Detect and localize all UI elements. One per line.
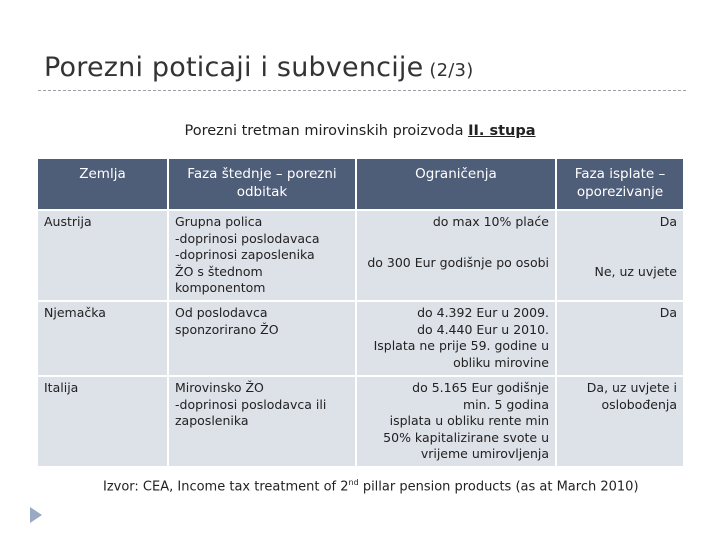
header-savings: Faza štednje – porezni odbitak xyxy=(168,159,356,210)
cell-line: zaposlenika xyxy=(175,413,249,428)
cell-line: min. 5 godina xyxy=(462,396,549,412)
header-limits: Ograničenja xyxy=(356,159,556,210)
cell-line: Mirovinsko ŽO xyxy=(175,380,264,395)
source-note xyxy=(103,478,639,494)
cell-spacer xyxy=(363,231,549,255)
cell-line: obliku mirovine xyxy=(453,354,549,370)
cell-line: do 4.440 Eur u 2010. xyxy=(417,321,549,337)
cell-line: do 4.392 Eur u 2009. xyxy=(417,305,549,320)
cell-line: sponzorirano ŽO xyxy=(175,321,279,337)
cell-line: -doprinosi zaposlenika xyxy=(175,247,315,262)
table-row-germany xyxy=(38,301,683,376)
cell-line: -doprinosi poslodavaca xyxy=(175,230,320,246)
cell-savings xyxy=(168,210,356,301)
cell-limits xyxy=(356,301,556,376)
cell-line: do 300 Eur godišnje po osobi xyxy=(367,254,549,270)
table-row-italy xyxy=(38,376,683,466)
source-text-end: pillar pension products (as at March 2010) xyxy=(358,479,639,495)
header-country: Zemlja xyxy=(38,159,168,210)
table-caption-emphasis: II. stupa xyxy=(468,123,536,139)
cell-country: Njemačka xyxy=(38,301,168,376)
tax-treatment-table xyxy=(38,159,683,466)
cell-payout xyxy=(556,210,683,301)
cell-line: do 5.165 Eur godišnje xyxy=(412,380,549,395)
title-divider xyxy=(38,90,686,91)
cell-limits xyxy=(356,210,556,301)
header-payout: Faza isplate – oporezivanje xyxy=(556,159,683,210)
cell-line: oslobođenja xyxy=(601,396,677,412)
cell-spacer xyxy=(563,231,677,264)
cell-savings xyxy=(168,376,356,466)
table-header-row xyxy=(38,159,683,210)
source-text: Izvor: CEA, Income tax treatment of 2 xyxy=(103,479,349,495)
cell-country: Italija xyxy=(38,376,168,466)
cell-line: do max 10% plaće xyxy=(432,214,549,229)
cell-line: Od poslodavca xyxy=(175,305,268,320)
slide-title-text: Porezni poticaji i subvencije xyxy=(44,52,424,83)
triangle-right-icon[interactable] xyxy=(30,507,42,523)
table-row-austria xyxy=(38,210,683,301)
cell-line: -doprinosi poslodavca ili xyxy=(175,396,327,412)
cell-payout xyxy=(556,376,683,466)
cell-line: vrijeme umirovljenja xyxy=(420,446,549,461)
cell-line: Da xyxy=(659,214,677,229)
cell-savings xyxy=(168,301,356,376)
cell-line: 50% kapitalizirane svote u xyxy=(383,429,549,445)
cell-line: Grupna polica xyxy=(175,214,263,229)
cell-line: Ne, uz uvjete xyxy=(594,263,677,279)
cell-payout: Da xyxy=(556,301,683,376)
cell-line: Da, uz uvjete i xyxy=(586,380,677,395)
table-caption-text: Porezni tretman mirovinskih proizvoda xyxy=(184,123,469,139)
cell-limits xyxy=(356,376,556,466)
cell-country: Austrija xyxy=(38,210,168,301)
table-caption xyxy=(0,123,720,139)
slide-title xyxy=(44,52,473,83)
slide-title-page: (2/3) xyxy=(429,60,474,81)
source-superscript: nd xyxy=(348,478,359,487)
cell-line: isplata u obliku rente min xyxy=(389,413,549,428)
cell-line: Isplata ne prije 59. godine u xyxy=(373,338,549,353)
cell-line: ŽO s štednom xyxy=(175,263,263,279)
cell-line: komponentom xyxy=(175,280,266,295)
